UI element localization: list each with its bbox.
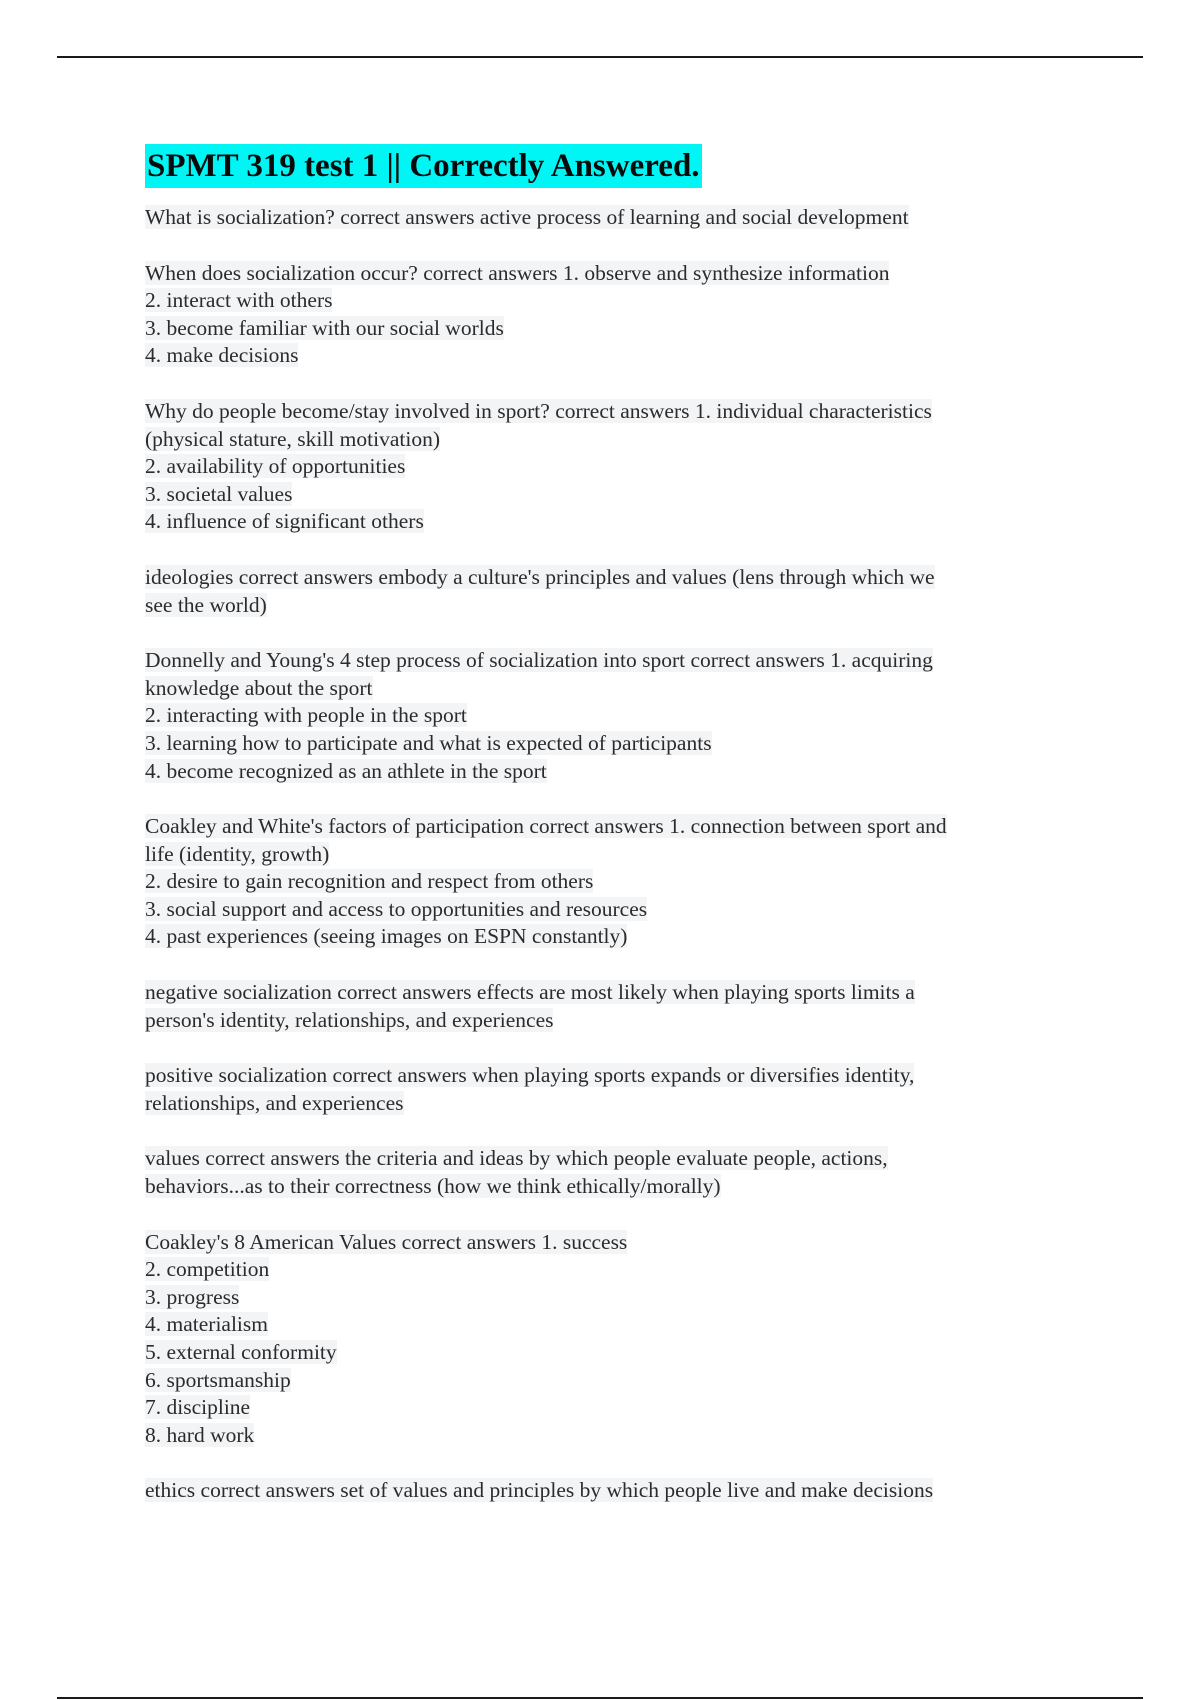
qa-line-text: 2. interacting with people in the sport [145, 703, 467, 728]
qa-line [145, 1311, 1065, 1339]
qa-line [145, 868, 1065, 896]
qa-line-text: 4. become recognized as an athlete in the sport [145, 758, 547, 783]
qa-line [145, 1173, 1065, 1201]
qa-line [145, 896, 1065, 924]
qa-entry [145, 647, 1065, 785]
qa-line-text: 4. make decisions [145, 343, 299, 368]
qa-line-text: Why do people become/stay involved in sport? correct answers 1. individual characteristics [145, 398, 932, 423]
qa-line-text: 5. external conformity [145, 1340, 337, 1364]
qa-line [145, 1256, 1065, 1284]
qa-line-text: negative socialization correct answers effects are most likely when playing sports limits a [145, 980, 915, 1005]
qa-line [145, 315, 1065, 343]
qa-line-text: ideologies correct answers embody a culture's principles and values (lens through which we [145, 564, 935, 589]
qa-line-text: 3. progress [145, 1284, 240, 1309]
qa-line-text: life (identity, growth) [145, 841, 330, 866]
qa-line [145, 453, 1065, 481]
qa-line [145, 1284, 1065, 1312]
qa-line [145, 1394, 1065, 1422]
qa-line [145, 1367, 1065, 1395]
qa-line [145, 1422, 1065, 1450]
qa-line [145, 342, 1065, 370]
qa-line [145, 204, 1065, 232]
qa-line-text: 3. social support and access to opportunities and resources [145, 896, 648, 921]
qa-line-text: 8. hard work [145, 1422, 255, 1447]
qa-entry [145, 1062, 1065, 1117]
document-body [145, 144, 1065, 1533]
qa-line [145, 1007, 1065, 1035]
qa-line-text: values correct answers the criteria and ideas by which people evaluate people, actions, [145, 1146, 888, 1171]
qa-line-text: Donnelly and Young's 4 step process of socialization into sport correct answers 1. acquiring [145, 648, 933, 673]
qa-line [145, 287, 1065, 315]
qa-line-text: 3. learning how to participate and what is expected of participants [145, 730, 712, 755]
qa-line-text: 3. societal values [145, 481, 293, 506]
qa-line [145, 675, 1065, 703]
qa-line-text: 2. availability of opportunities [145, 454, 406, 479]
bottom-rule [57, 1697, 1143, 1699]
qa-line-text: 4. past experiences (seeing images on ESPN constantly) [145, 924, 628, 949]
qa-line-text: behaviors...as to their correctness (how we think ethically/morally) [145, 1174, 721, 1199]
qa-entry [145, 813, 1065, 951]
qa-entry [145, 1229, 1065, 1450]
qa-line [145, 508, 1065, 536]
qa-line-text: 7. discipline [145, 1395, 251, 1420]
qa-line-text: person's identity, relationships, and experiences [145, 1007, 554, 1032]
qa-line-text: (physical stature, skill motivation) [145, 426, 440, 451]
qa-line [145, 1229, 1065, 1257]
qa-line [145, 1062, 1065, 1090]
qa-line [145, 1339, 1065, 1367]
qa-entry [145, 398, 1065, 536]
qa-line-text: relationships, and experiences [145, 1090, 404, 1115]
qa-line-text: ethics correct answers set of values and principles by which people live and make decisions [145, 1478, 934, 1503]
qa-line [145, 923, 1065, 951]
qa-line-text: positive socialization correct answers when playing sports expands or diversifies identity, [145, 1063, 915, 1088]
qa-line [145, 592, 1065, 620]
qa-entry [145, 260, 1065, 370]
qa-line-text: What is socialization? correct answers active process of learning and social development [145, 205, 909, 229]
top-rule [57, 56, 1143, 58]
qa-line-text: 2. desire to gain recognition and respect from others [145, 869, 594, 894]
qa-line-text: Coakley and White's factors of participation correct answers 1. connection between sport and [145, 814, 947, 839]
qa-line [145, 260, 1065, 288]
qa-line-text: see the world) [145, 592, 267, 617]
qa-line [145, 841, 1065, 869]
qa-entry [145, 1145, 1065, 1200]
qa-line-text: 2. competition [145, 1257, 270, 1282]
qa-line-text: Coakley's 8 American Values correct answers 1. success [145, 1229, 628, 1254]
qa-line [145, 813, 1065, 841]
qa-entry [145, 1477, 1065, 1505]
qa-line [145, 647, 1065, 675]
qa-line-text: 3. become familiar with our social worlds [145, 315, 504, 340]
qa-entry [145, 564, 1065, 619]
qa-line [145, 979, 1065, 1007]
qa-line-text: 4. influence of significant others [145, 509, 424, 534]
qa-line-text: knowledge about the sport [145, 675, 373, 700]
qa-line-text: When does socialization occur? correct answers 1. observe and synthesize information [145, 260, 890, 285]
qa-line-text: 6. sportsmanship [145, 1367, 291, 1392]
qa-line [145, 758, 1065, 786]
qa-line [145, 398, 1065, 426]
qa-line [145, 426, 1065, 454]
qa-line [145, 730, 1065, 758]
qa-entry [145, 204, 1065, 232]
qa-line-text: 4. materialism [145, 1312, 268, 1337]
qa-list [145, 204, 1065, 1505]
qa-line [145, 481, 1065, 509]
document-title: SPMT 319 test 1 || Correctly Answered. [145, 144, 702, 188]
qa-line [145, 564, 1065, 592]
qa-line [145, 702, 1065, 730]
qa-line [145, 1145, 1065, 1173]
qa-line [145, 1477, 1065, 1505]
qa-entry [145, 979, 1065, 1034]
qa-line-text: 2. interact with others [145, 288, 333, 313]
qa-line [145, 1090, 1065, 1118]
